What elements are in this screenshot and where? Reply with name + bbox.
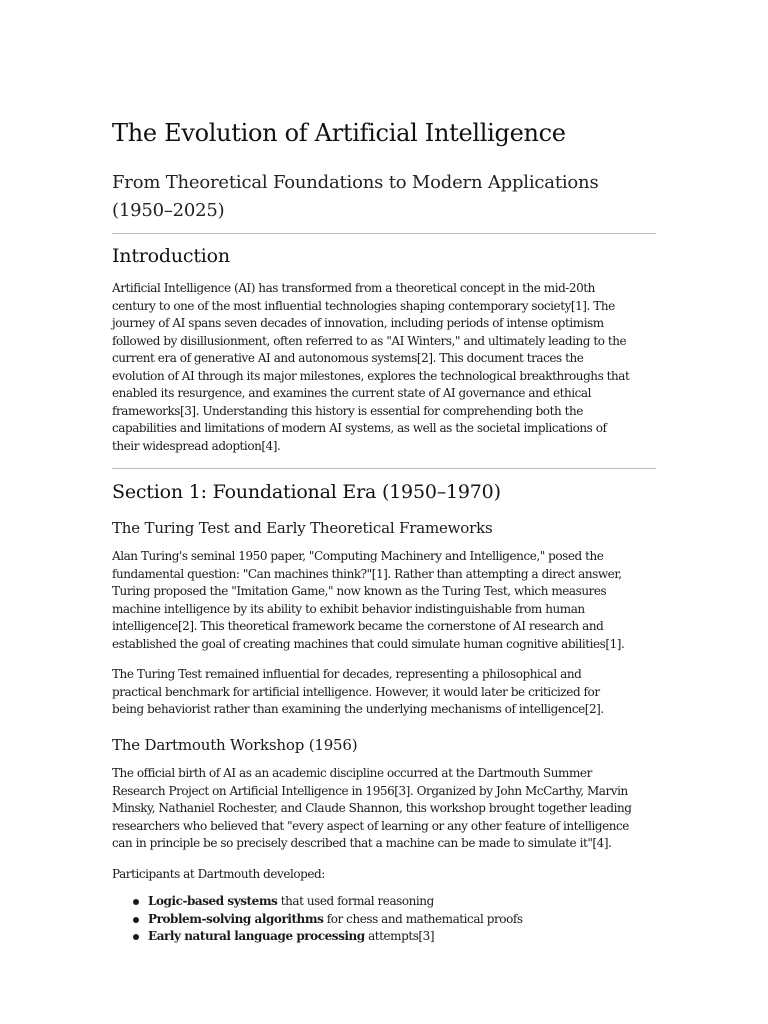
list-item-bold: Logic-based systems xyxy=(148,894,278,908)
text-line: researchers who believed that "every aspect of learning or any other feature of intelligence xyxy=(112,818,629,833)
dartmouth-heading: The Dartmouth Workshop (1956) xyxy=(112,736,358,754)
list-item-bold: Problem-solving algorithms xyxy=(148,911,324,926)
participants-intro xyxy=(112,866,656,884)
text-line: evolution of AI through its major milestones, explores the technological breakthroughs that xyxy=(112,368,630,383)
text-line: enabled its resurgence, and examines the current state of AI governance and ethical xyxy=(112,386,592,400)
text-line: Turing proposed the "Imitation Game," now known as the Turing Test, which measures xyxy=(112,584,607,598)
text-line: practical benchmark for artificial intelligence. However, it would later be criticized for xyxy=(112,684,600,699)
text-line: century to one of the most influential technologies shaping contemporary society[1]. The xyxy=(112,298,615,313)
text-line: current era of generative AI and autonomous systems[2]. This document traces the xyxy=(112,351,584,365)
list-item xyxy=(112,928,523,946)
bullet-icon xyxy=(133,934,139,940)
text-line: journey of AI spans seven decades of innovation, including periods of intense optimism xyxy=(112,316,604,330)
document-subtitle: From Theoretical Foundations to Modern Applications (1950–2025) xyxy=(112,172,599,221)
text-line: can in principle be so precisely described that a machine can be made to simulate it"[4]. xyxy=(112,836,612,850)
text-line: Minsky, Nathaniel Rochester, and Claude Shannon, this workshop brought together leading xyxy=(112,801,632,815)
introduction-paragraph xyxy=(112,280,656,455)
text-line: capabilities and limitations of modern AI systems, as well as the societal implications of xyxy=(112,421,607,435)
turing-heading: The Turing Test and Early Theoretical Frameworks xyxy=(112,519,493,537)
list-item xyxy=(112,911,523,929)
list-item-text: attempts[3] xyxy=(364,929,435,943)
text-line: machine intelligence by its ability to exhibit behavior indistinguishable from human xyxy=(112,601,585,616)
document-title: The Evolution of Artificial Intelligence xyxy=(112,119,566,147)
bullet-icon xyxy=(133,917,139,923)
text-line: frameworks[3]. Understanding this history is essential for comprehending both the xyxy=(112,403,583,418)
turing-paragraph-1 xyxy=(112,548,656,653)
section1-heading: Section 1: Foundational Era (1950–1970) xyxy=(112,481,501,503)
list-item-text: for chess and mathematical proofs xyxy=(323,911,523,926)
text-line: The Turing Test remained influential for decades, representing a philosophical and xyxy=(112,667,582,681)
text-line: The official birth of AI as an academic discipline occurred at the Dartmouth Summer xyxy=(112,766,592,780)
participants-list xyxy=(112,893,523,946)
text-line: their widespread adoption[4]. xyxy=(112,438,281,453)
text-line: Participants at Dartmouth developed: xyxy=(112,867,325,881)
text-line: Artificial Intelligence (AI) has transformed from a theoretical concept in the mid-20th xyxy=(112,281,595,295)
introduction-heading: Introduction xyxy=(112,245,230,267)
turing-paragraph-2 xyxy=(112,666,656,719)
text-line: being behaviorist rather than examining the underlying mechanisms of intelligence[2]. xyxy=(112,702,604,716)
list-item-bold: Early natural language processing xyxy=(148,929,365,943)
divider xyxy=(112,233,656,234)
text-line: established the goal of creating machines that could simulate human cognitive abilities[1]. xyxy=(112,636,625,651)
list-item xyxy=(112,893,523,911)
text-line: fundamental question: "Can machines think?"[1]. Rather than attempting a direct answer, xyxy=(112,566,622,581)
text-line: followed by disillusionment, often referred to as "AI Winters," and ultimately leading to the xyxy=(112,333,627,348)
bullet-icon xyxy=(133,899,139,905)
text-line: Research Project on Artificial Intelligence in 1956[3]. Organized by John McCarthy, Marvin xyxy=(112,783,628,798)
list-item-text: that used formal reasoning xyxy=(277,894,434,908)
text-line: intelligence[2]. This theoretical framework became the cornerstone of AI research and xyxy=(112,619,604,633)
text-line: Alan Turing's seminal 1950 paper, "Computing Machinery and Intelligence," posed the xyxy=(112,549,604,563)
dartmouth-paragraph xyxy=(112,765,656,853)
divider xyxy=(112,468,656,469)
